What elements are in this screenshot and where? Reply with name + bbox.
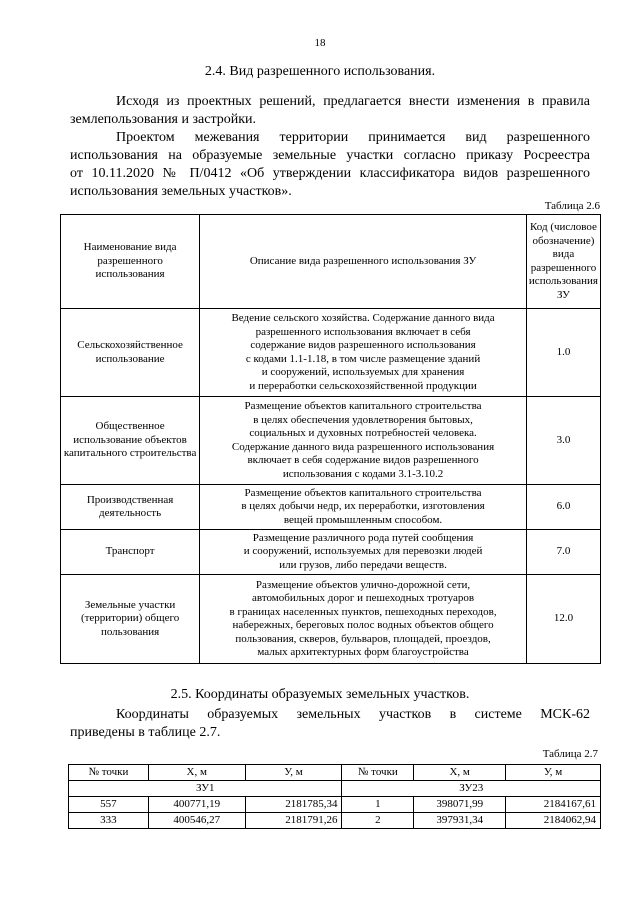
description-line: автомобильных дорог и пешеходных тротуаров <box>252 592 475 604</box>
table-header-row <box>61 215 601 309</box>
header-name: Наименование вида разрешенного использования <box>61 215 200 309</box>
table-row <box>61 397 601 485</box>
row-description <box>200 530 527 575</box>
paragraph-line: приведены в таблице 2.7. <box>70 725 221 740</box>
table-2-7 <box>68 764 601 829</box>
cell: 1 <box>342 797 414 813</box>
description-line: Размещение объектов капитального строительства <box>244 486 482 499</box>
cell: 2 <box>342 813 414 829</box>
description-line: Размещение различного рода путей сообщения <box>252 531 474 544</box>
paragraph-line: Исходя из проектных решений, предлагается внести изменения в правила <box>116 94 590 109</box>
table-2-6 <box>60 214 601 664</box>
row-description <box>200 309 527 397</box>
row-code: 12.0 <box>526 575 600 664</box>
cell: 333 <box>69 813 149 829</box>
paragraph-line: Проектом межевания территории принимается вид разрешенного <box>116 130 590 145</box>
table-row <box>61 309 601 397</box>
row-name: Транспорт <box>61 530 200 575</box>
group-label-left: ЗУ1 <box>69 781 342 797</box>
description-line: Размещение объектов капитального строительства <box>244 400 482 412</box>
table-row <box>61 575 601 664</box>
description-line: использования с кодами 3.1-3.10.2 <box>282 467 444 480</box>
description-line: и сооружений, используемых для хранения <box>261 366 465 378</box>
header-code: Код (числовое обозначение) вида разрешенного использования ЗУ <box>526 215 600 309</box>
cell: 2184062,94 <box>506 813 601 829</box>
header-x: Х, м <box>148 765 245 781</box>
paragraph-line: от 10.11.2020 № П/0412 «Об утверждении классификатора видов разрешенного <box>70 166 590 181</box>
description-line: Размещение объектов улично-дорожной сети, <box>255 578 471 591</box>
header-x: Х, м <box>414 765 506 781</box>
description-line: социальных и духовных потребностей человека. <box>249 427 477 439</box>
table-row <box>69 813 601 829</box>
row-description <box>200 397 527 485</box>
description-line: и переработки сельскохозяйственной продукции <box>249 379 477 392</box>
header-point-number: № точки <box>69 765 149 781</box>
description-line: в целях добычи недр, их переработки, изготовления <box>241 500 485 513</box>
row-code: 1.0 <box>526 309 600 397</box>
table-2-7-caption: Таблица 2.7 <box>542 748 598 760</box>
row-name: Производственная деятельность <box>61 485 200 530</box>
description-line: или грузов, либо передачи веществ. <box>279 558 447 571</box>
row-name: Земельные участки (территории) общего пользования <box>61 575 200 664</box>
description-line: и сооружений, используемых для перевозки людей <box>243 545 483 558</box>
row-name: Сельскохозяйственное использование <box>61 309 200 397</box>
table-row <box>61 485 601 530</box>
description-line: пользования, скверов, бульваров, площадей, проездов, <box>235 632 491 645</box>
description-line: с кодами 1.1-1.18, в том числе размещение зданий <box>245 352 481 365</box>
paragraph-line: Координаты образуемых земельных участков в системе МСК-62 <box>116 707 590 722</box>
header-y: У, м <box>245 765 342 781</box>
description-line: включает в себя содержание видов разрешенного <box>247 454 479 466</box>
header-point-number: № точки <box>342 765 414 781</box>
section-2-4-paragraph-1 <box>70 93 590 129</box>
paragraph-line: землепользования и застройки. <box>70 112 257 127</box>
description-line: Содержание данного вида разрешенного использования <box>231 440 495 453</box>
row-description <box>200 575 527 664</box>
description-line: в целях обеспечения удовлетворения бытовых, <box>253 413 473 426</box>
header-y: У, м <box>506 765 601 781</box>
paragraph-line: использования земельных участков». <box>70 184 292 199</box>
row-description <box>200 485 527 530</box>
table-header-row <box>69 765 601 781</box>
row-code: 6.0 <box>526 485 600 530</box>
cell: 2184167,61 <box>506 797 601 813</box>
section-2-4-paragraph-2 <box>70 129 590 201</box>
row-code: 7.0 <box>526 530 600 575</box>
description-line: разрешенного использования включает в себя <box>255 325 471 338</box>
description-line: Ведение сельского хозяйства. Содержание данного вида <box>231 312 495 324</box>
description-line: малых архитектурных форм благоустройства <box>257 646 469 658</box>
table-group-row <box>69 781 601 797</box>
section-2-5-paragraph <box>70 706 590 742</box>
description-line: содержание видов разрешенного использования <box>250 339 476 351</box>
cell: 400771,19 <box>148 797 245 813</box>
row-name: Общественное использование объектов капитального строительства <box>61 397 200 485</box>
row-code: 3.0 <box>526 397 600 485</box>
cell: 397931,34 <box>414 813 506 829</box>
cell: 400546,27 <box>148 813 245 829</box>
table-row <box>69 797 601 813</box>
cell: 557 <box>69 797 149 813</box>
table-row <box>61 530 601 575</box>
description-line: набережных, береговых полос водных объектов общего <box>232 619 494 631</box>
header-description: Описание вида разрешенного использования ЗУ <box>200 215 527 309</box>
table-2-6-caption: Таблица 2.6 <box>544 200 600 212</box>
group-label-right: ЗУ23 <box>342 781 601 797</box>
cell: 2181791,26 <box>245 813 342 829</box>
section-2-5-heading: 2.5. Координаты образуемых земельных участков. <box>170 687 470 702</box>
paragraph-line: использования на образуемые земельные участки согласно приказу Росреестра <box>70 148 590 163</box>
section-2-4-heading: 2.4. Вид разрешенного использования. <box>204 64 436 79</box>
description-line: вещей промышленным способом. <box>283 513 443 526</box>
description-line: в границах населенных пунктов, пешеходных переходов, <box>229 605 497 618</box>
cell: 2181785,34 <box>245 797 342 813</box>
page-number: 18 <box>314 37 326 49</box>
cell: 398071,99 <box>414 797 506 813</box>
